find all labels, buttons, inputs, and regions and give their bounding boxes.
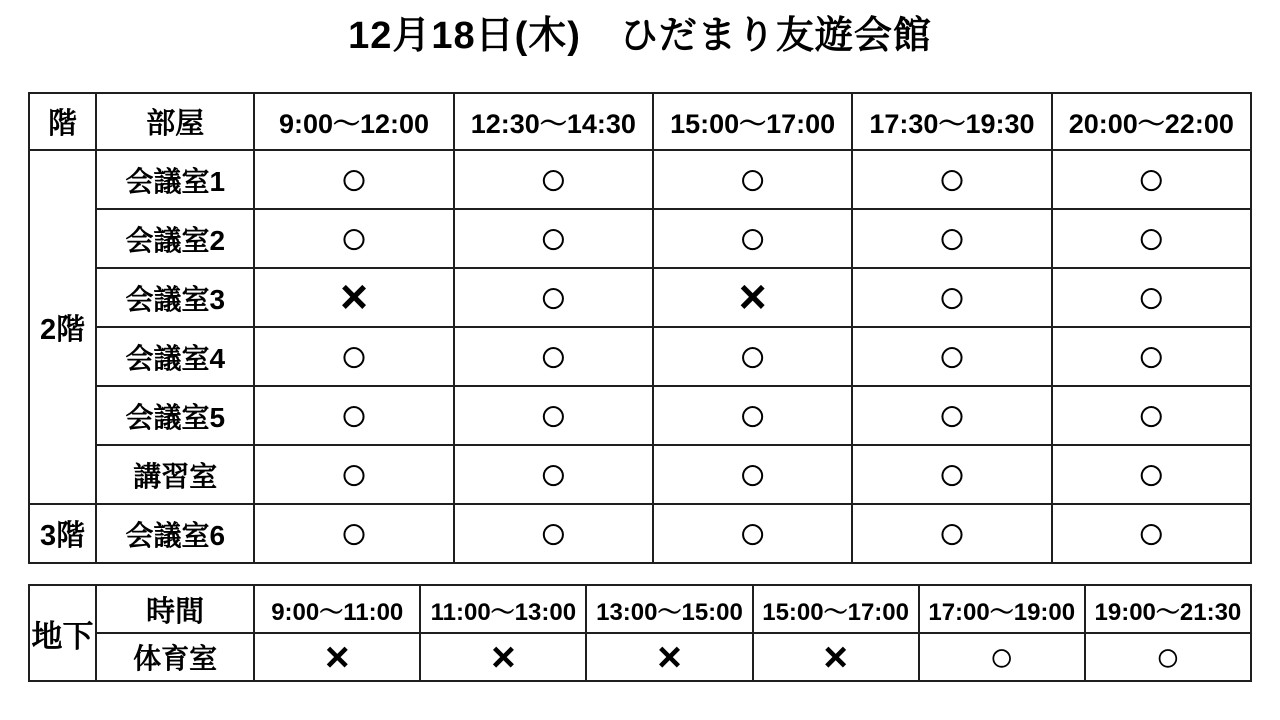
availability-cell: × [254,633,420,681]
table-row [29,445,1251,504]
availability-cell: ○ [254,209,453,268]
availability-cell: ○ [1052,504,1251,563]
time-slot-header: 13:00〜15:00 [586,585,752,633]
availability-cell: ○ [1085,633,1251,681]
floor-label-3f: 3階 [29,504,96,563]
availability-cell: ○ [254,386,453,445]
floor-label-2f: 2階 [29,150,96,504]
availability-cell: × [586,633,752,681]
availability-cell: ○ [653,504,852,563]
availability-cell: ○ [653,327,852,386]
availability-cell: ○ [254,504,453,563]
availability-cell: ○ [852,268,1051,327]
availability-cell: ○ [653,386,852,445]
availability-cell: ○ [454,150,653,209]
availability-cell: ○ [1052,150,1251,209]
availability-cell: ○ [852,445,1051,504]
time-slot-header: 15:00〜17:00 [653,93,852,150]
availability-cell: ○ [454,268,653,327]
time-slot-header: 17:30〜19:30 [852,93,1051,150]
room-name: 会議室6 [96,504,254,563]
table-row [29,504,1251,563]
availability-cell: × [254,268,453,327]
table-row [29,327,1251,386]
availability-cell: ○ [852,386,1051,445]
table-row [29,150,1251,209]
availability-cell: × [420,633,586,681]
availability-cell: ○ [919,633,1085,681]
time-slot-header: 9:00〜12:00 [254,93,453,150]
room-name: 体育室 [96,633,254,681]
main-schedule-table [28,92,1252,564]
time-slot-header: 9:00〜11:00 [254,585,420,633]
availability-cell: ○ [1052,268,1251,327]
time-slot-header: 11:00〜13:00 [420,585,586,633]
availability-cell: ○ [653,150,852,209]
room-name: 会議室2 [96,209,254,268]
availability-cell: ○ [454,386,653,445]
availability-cell: × [653,268,852,327]
room-name: 会議室1 [96,150,254,209]
availability-cell: ○ [254,445,453,504]
availability-cell: ○ [454,209,653,268]
availability-cell: ○ [852,209,1051,268]
availability-cell: ○ [852,504,1051,563]
table-row [29,386,1251,445]
floor-label-basement: 地下 [29,585,96,681]
time-slot-header: 20:00〜22:00 [1052,93,1251,150]
basement-time-row [29,585,1251,633]
basement-schedule-table [28,584,1252,682]
availability-cell: ○ [653,209,852,268]
availability-cell: ○ [852,150,1051,209]
time-slot-header: 17:00〜19:00 [919,585,1085,633]
page-title: 12月18日(木) ひだまり友遊会館 [348,15,932,57]
room-name: 会議室3 [96,268,254,327]
availability-cell: ○ [852,327,1051,386]
basement-room-row [29,633,1251,681]
time-slot-header: 15:00〜17:00 [753,585,919,633]
time-row-header: 時間 [96,585,254,633]
availability-cell: ○ [454,445,653,504]
availability-cell: × [753,633,919,681]
main-header-row [29,93,1251,150]
col-header-room: 部屋 [96,93,254,150]
col-header-floor: 階 [29,93,96,150]
availability-cell: ○ [454,504,653,563]
availability-cell: ○ [454,327,653,386]
table-row [29,209,1251,268]
availability-cell: ○ [1052,327,1251,386]
availability-cell: ○ [254,327,453,386]
room-name: 講習室 [96,445,254,504]
availability-cell: ○ [1052,386,1251,445]
availability-cell: ○ [653,445,852,504]
time-slot-header: 19:00〜21:30 [1085,585,1251,633]
availability-cell: ○ [1052,209,1251,268]
availability-cell: ○ [254,150,453,209]
room-name: 会議室4 [96,327,254,386]
availability-cell: ○ [1052,445,1251,504]
table-row [29,268,1251,327]
time-slot-header: 12:30〜14:30 [454,93,653,150]
room-name: 会議室5 [96,386,254,445]
